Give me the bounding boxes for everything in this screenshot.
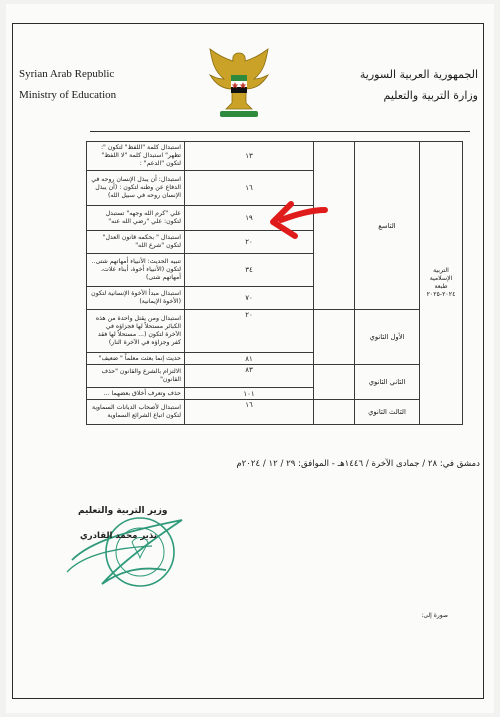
correction-cell: حذف وتعرف أخلاق بعضهما ...	[87, 388, 185, 400]
section-cell: الأول الثانوي	[355, 310, 420, 365]
correction-cell: الالتزام بالشرع والقانون "حذف القانون"	[87, 365, 185, 388]
table-row	[87, 400, 463, 425]
page-cell: ١٩	[185, 206, 314, 231]
book-cell: التربية الإسلامية طبعة ٢٠٢٤-٢٠٢٥	[420, 142, 463, 425]
table-row	[87, 310, 463, 353]
correction-cell: حديث إنما بعثت معلماً " ضعيف"	[87, 353, 185, 365]
header-arabic	[360, 64, 478, 106]
correction-cell: علي "كرم الله وجهه" تستبدل لتكون: علي "رضي الله عنه"	[87, 206, 185, 231]
empty-cell	[314, 310, 355, 365]
correction-cell: استبدال لأصحاب الديانات السماوية لتكون اتباع الشرائع السماوية	[87, 400, 185, 425]
country-name-ar: الجمهورية العربية السورية	[359, 68, 478, 81]
page-cell: ١٦	[185, 171, 314, 206]
page-cell: ٨٣	[185, 365, 314, 388]
signer-title: وزير التربية والتعليم	[78, 506, 168, 516]
correction-cell: تنبيه الحديث: الأنبياء أمهاتهم شتى.. لتكون (الأنبياء أخوة، أبناء علات، أمهاتهم شتى)	[87, 254, 185, 287]
page-cell: ٢٠	[185, 231, 314, 254]
page-cell: ١٠١	[185, 388, 314, 400]
page-cell: ١٦	[185, 400, 314, 425]
corrections-table	[86, 141, 463, 425]
section-cell: الثالث الثانوي	[355, 400, 420, 425]
page-cell: ٨١	[185, 353, 314, 365]
page-cell: ٧٠	[185, 287, 314, 310]
page-cell: ٣٤	[185, 254, 314, 287]
table-row	[87, 142, 463, 171]
empty-cell	[314, 365, 355, 400]
table-row	[87, 365, 463, 388]
correction-cell: استبدال كلمة "اللفظ" لتكون ": تظهر" استبدال كلمة "لا اللفظ" لتكون "الدعم" :	[87, 142, 185, 171]
ministry-name-en: Ministry of Education	[19, 89, 117, 101]
page-cell: ١٣	[185, 142, 314, 171]
empty-cell	[314, 400, 355, 425]
copy-to-label: صورة إلى:	[421, 612, 448, 619]
signer-name: نذير محمد القادري	[80, 531, 157, 541]
page-cell: ٢٠	[185, 310, 314, 353]
ministry-name-ar: وزارة التربية والتعليم	[383, 89, 478, 102]
date-line: دمشق في: ٢٨ / جمادى الآخرة / ١٤٤٦هـ - الموافق: ٢٩ / ١٢ / ٢٠٢٤م	[236, 459, 480, 469]
correction-cell: استبدال: أن يبذل الإنسان روحه في الدفاع عن وطنه لتكون : (أن يبذل الإنسان روحه في سبيل الله)	[87, 171, 185, 206]
section-cell: الثاني الثانوي	[355, 365, 420, 400]
red-arrow-icon	[267, 196, 329, 246]
eagle-emblem-icon	[204, 45, 274, 120]
section-cell: التاسع	[355, 142, 420, 310]
country-name-en: Syrian Arab Republic	[19, 68, 115, 80]
correction-cell: استبدال ومن يقتل واحدة من هذه الكبائر مستحلاً لها فجزاؤه في الآخرة لتكون (... مستحلاً لها فقد كفر وجزاؤه في الآخرة النار)	[87, 310, 185, 353]
header-english	[19, 64, 116, 106]
correction-cell: استبدال مبدأ الأخوة الإنسانية لتكون (الأخوة الإيمانية)	[87, 287, 185, 310]
correction-cell: استبدال " بحكمه قانون العدل" لتكون "شرع الله"	[87, 231, 185, 254]
header-divider	[90, 131, 470, 132]
